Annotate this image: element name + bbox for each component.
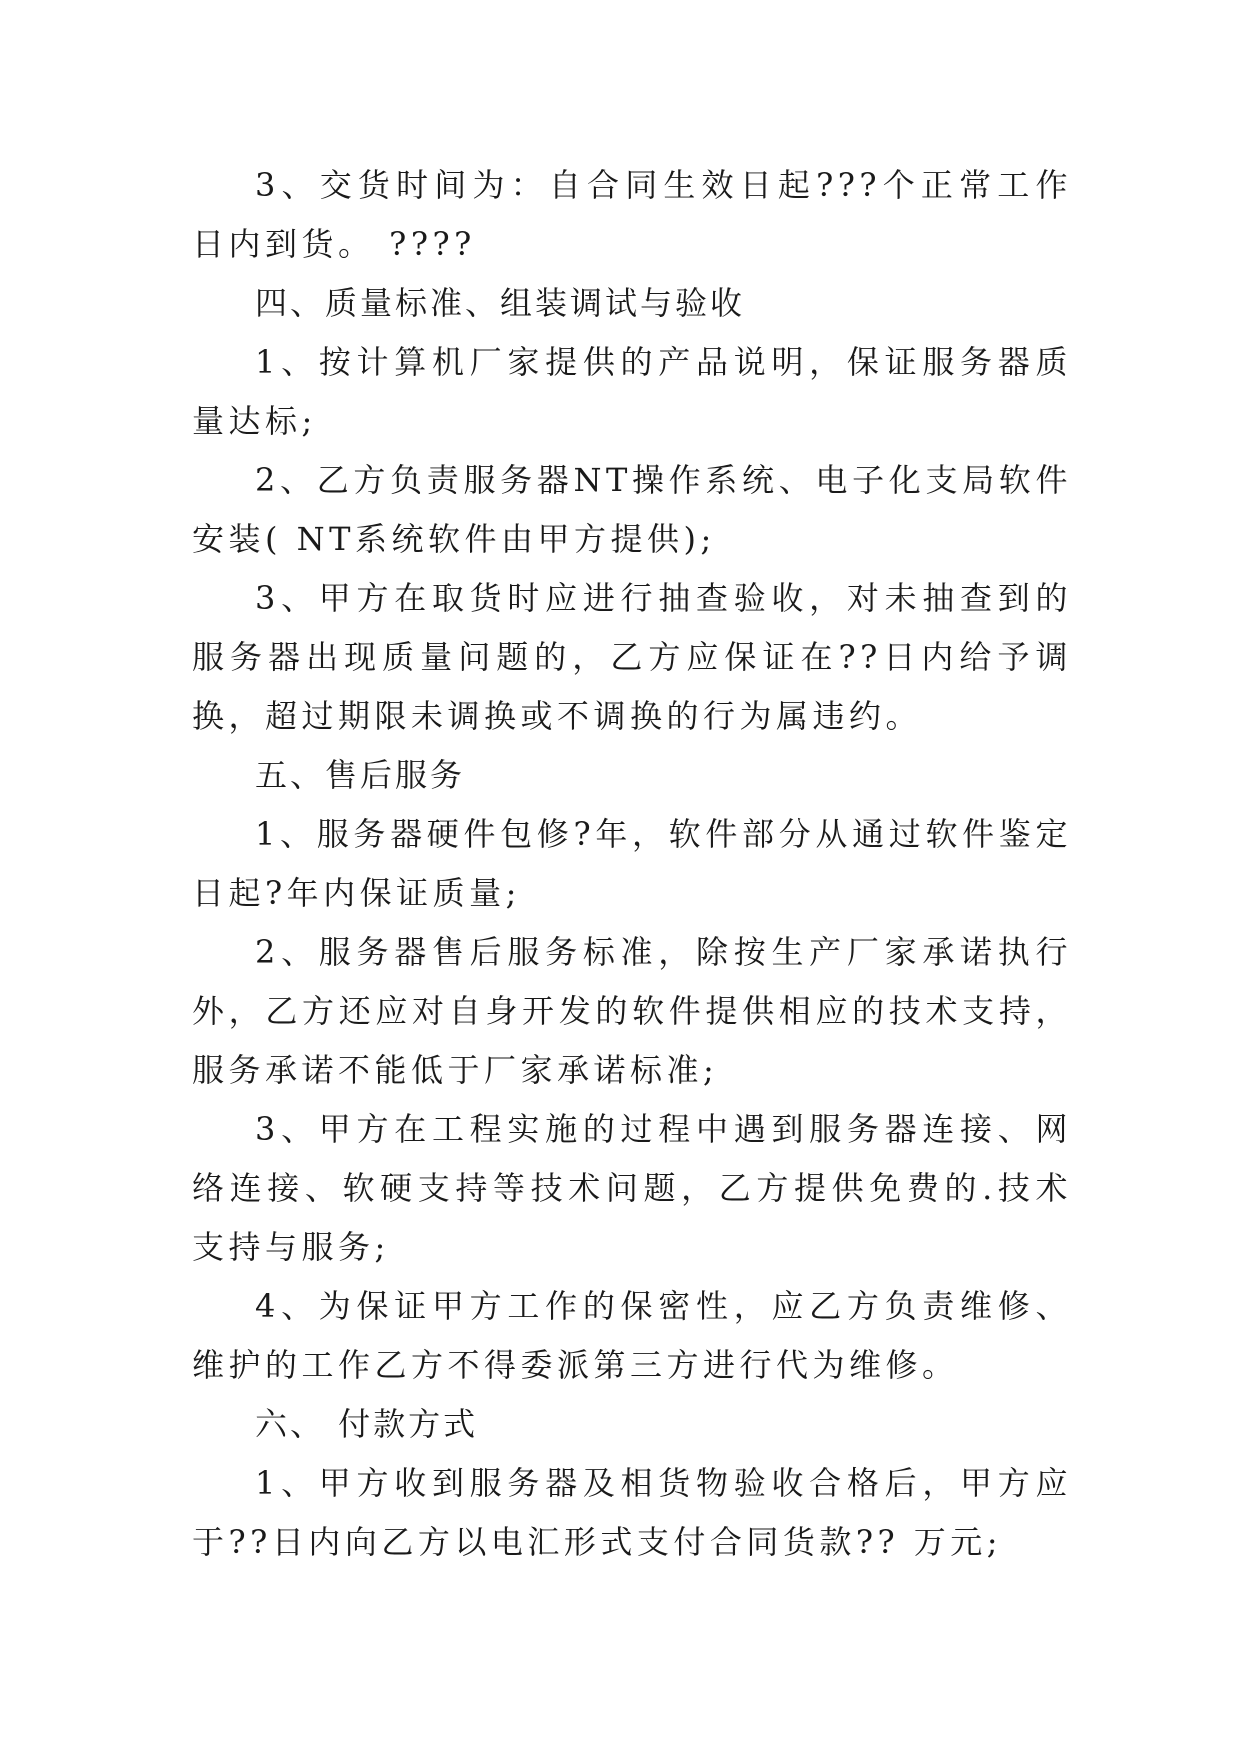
- clause-software-install: 2、乙方负责服务器NT操作系统、电子化支局软件安装( NT系统软件由甲方提供);: [192, 461, 1072, 558]
- section-heading-quality: 四、质量标准、组装调试与验收: [255, 284, 746, 322]
- clause-confidentiality: 4、为保证甲方工作的保密性，应乙方负责维修、维护的工作乙方不得委派第三方进行代为维修。: [192, 1287, 1072, 1384]
- clause-quality-standard: 1、按计算机厂家提供的产品说明，保证服务器质量达标;: [192, 343, 1072, 440]
- section-heading-payment: 六、 付款方式: [255, 1405, 479, 1443]
- clause-warranty: 1、服务器硬件包修?年，软件部分从通过软件鉴定日起?年内保证质量;: [192, 815, 1072, 912]
- clause-technical-support: 3、甲方在工程实施的过程中遇到服务器连接、网络连接、软硬支持等技术问题，乙方提供免费的.技术支持与服务;: [192, 1110, 1072, 1266]
- clause-delivery-time: 3、交货时间为：自合同生效日起???个正常工作日内到货。 ????: [192, 166, 1072, 263]
- document-body: [192, 156, 1072, 1572]
- clause-service-standard: 2、服务器售后服务标准，除按生产厂家承诺执行外，乙方还应对自身开发的软件提供相应的技术支持，服务承诺不能低于厂家承诺标准;: [192, 933, 1072, 1089]
- section-heading-after-sales: 五、售后服务: [255, 756, 466, 794]
- clause-inspection: 3、甲方在取货时应进行抽查验收，对未抽查到的服务器出现质量问题的，乙方应保证在??日内给予调换，超过期限未调换或不调换的行为属违约。: [192, 579, 1072, 735]
- clause-payment: 1、甲方收到服务器及相货物验收合格后，甲方应于??日内向乙方以电汇形式支付合同货款?? 万元;: [192, 1464, 1072, 1561]
